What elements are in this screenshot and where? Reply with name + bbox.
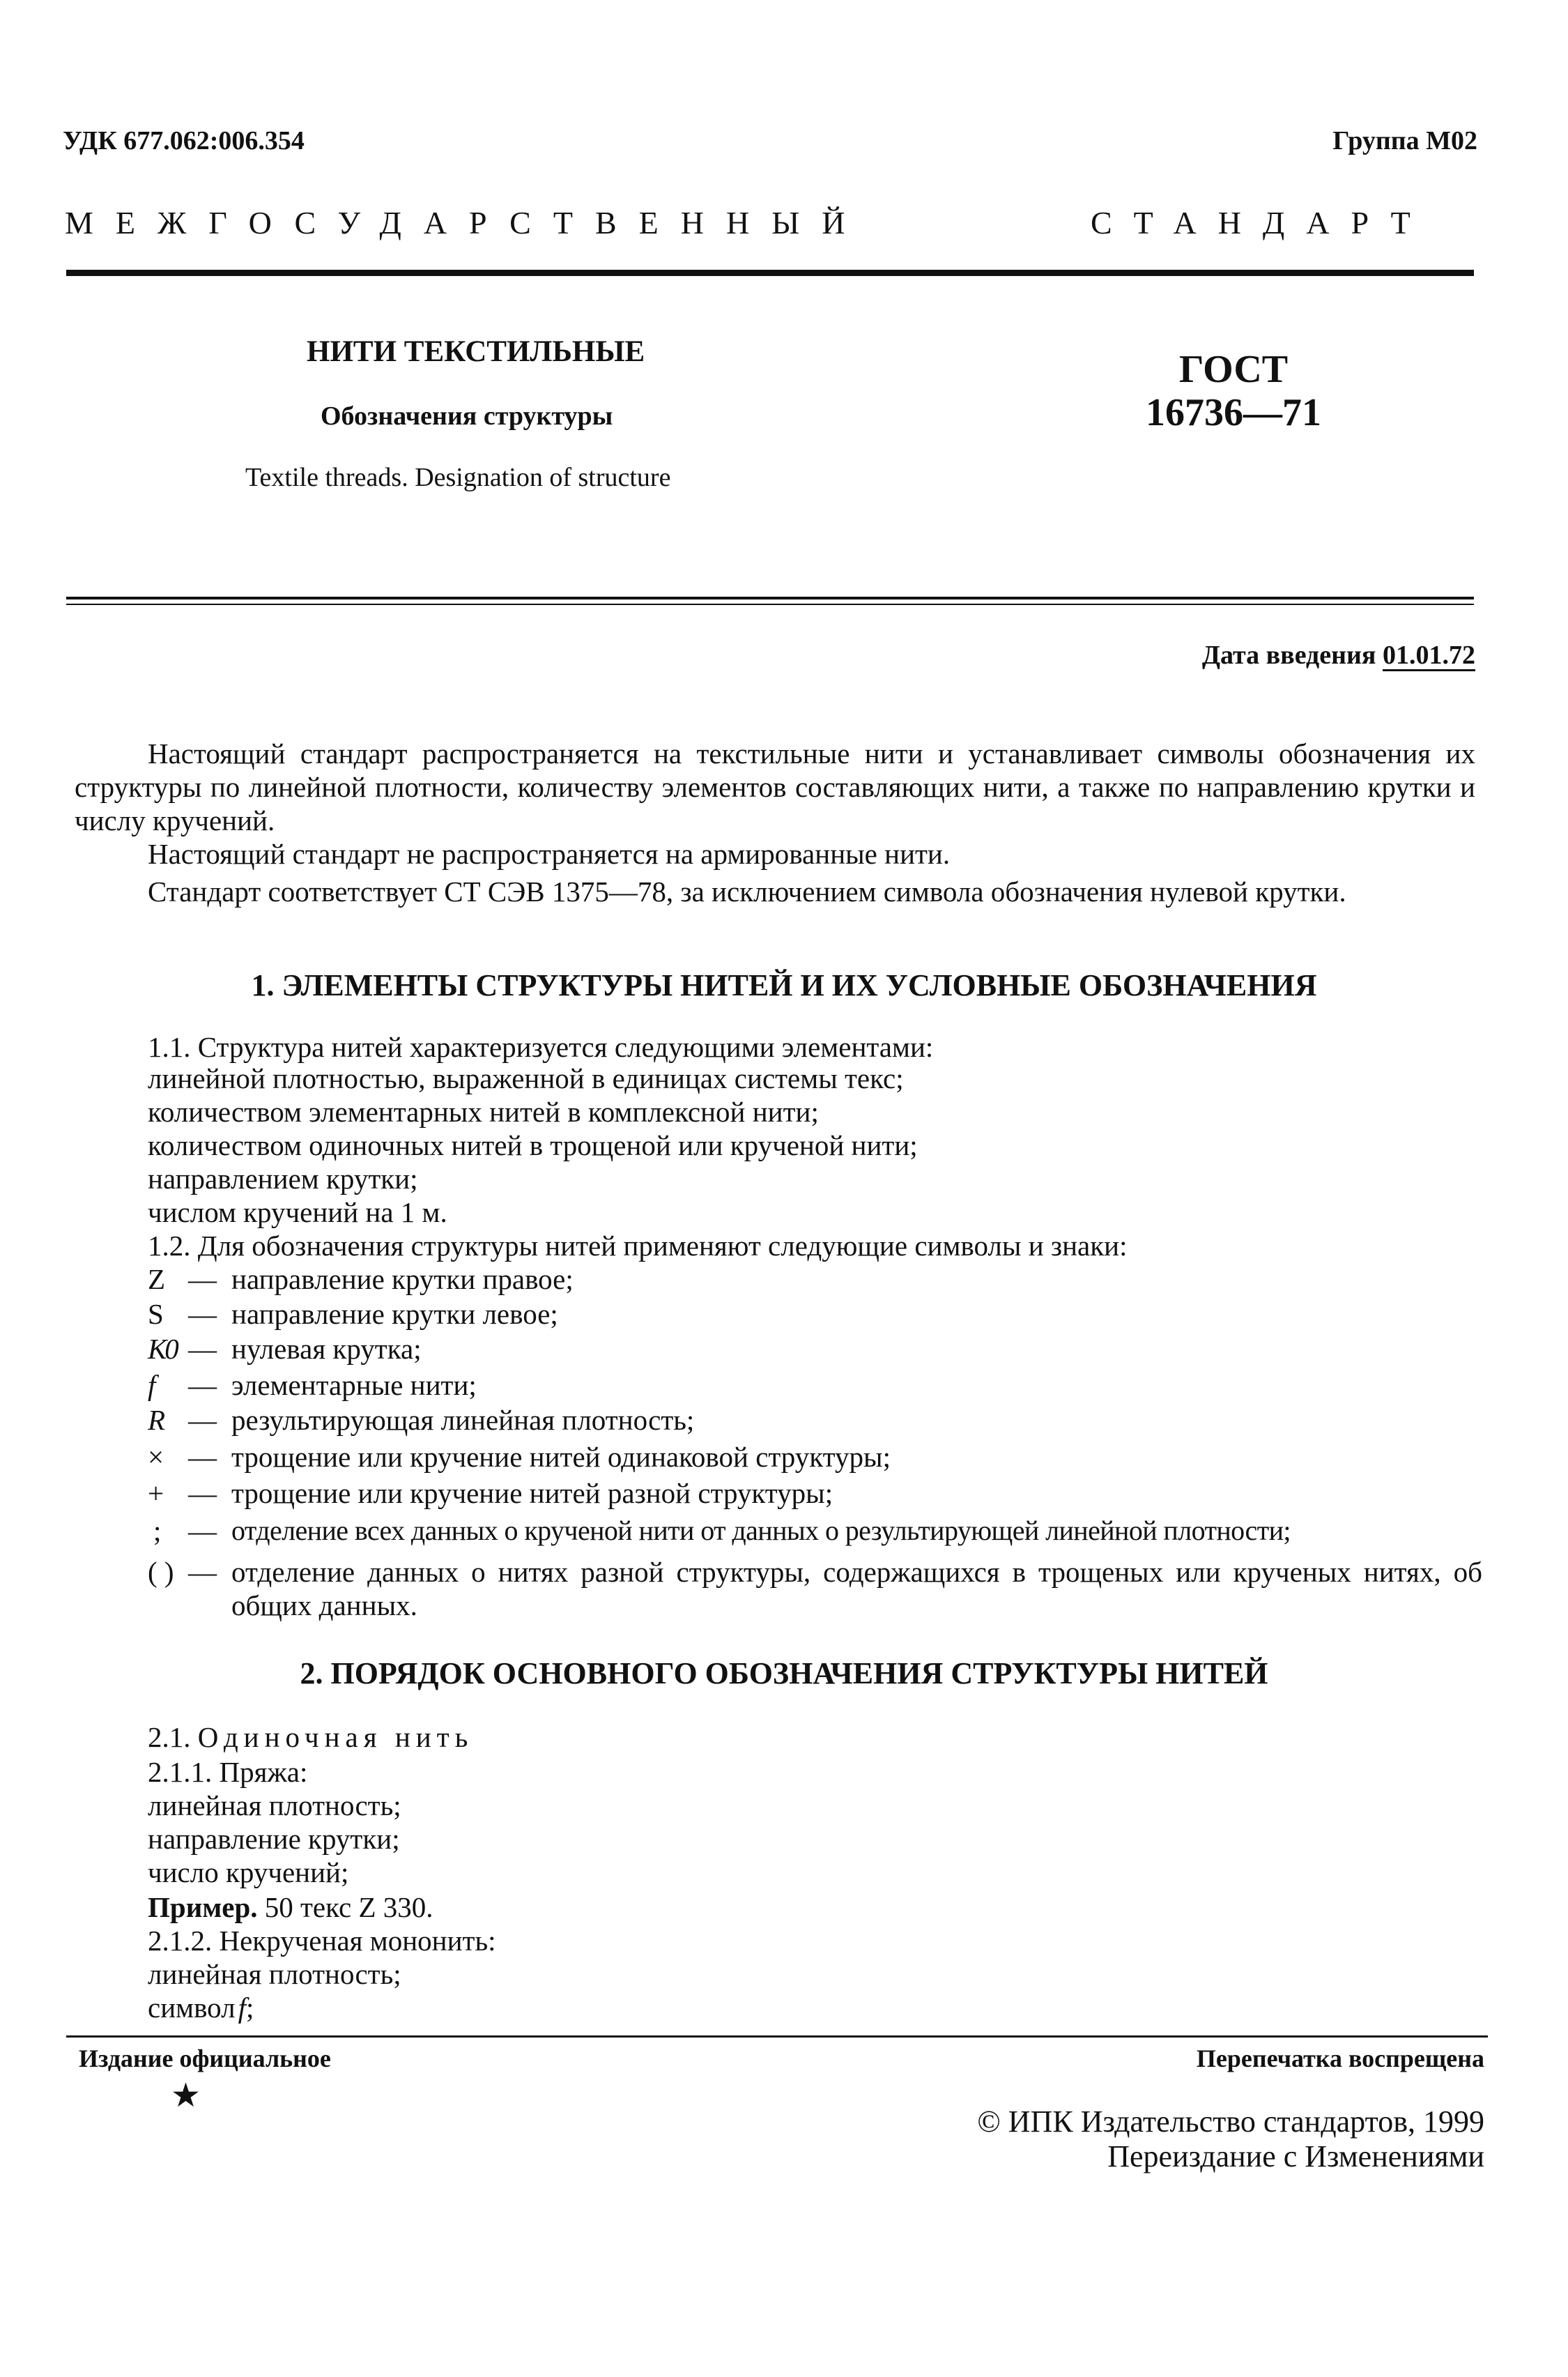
symbol-description: трощение или кручение нитей разной структуры; bbox=[231, 1477, 833, 1509]
symbol-f: f bbox=[148, 1369, 156, 1401]
symbol-dash: — bbox=[188, 1298, 217, 1330]
intro-paragraph-3: Стандарт соответствует СТ СЭВ 1375—78, за исключением символа обозначения нулевой крутки. bbox=[148, 876, 1346, 908]
symbol-dash: — bbox=[188, 1515, 217, 1547]
mono-item-text: символ bbox=[148, 1992, 236, 2024]
copyright: © ИПК Издательство стандартов, 1999 bbox=[977, 2104, 1484, 2139]
gost-number: 16736—71 bbox=[1146, 391, 1321, 434]
example bbox=[148, 1890, 433, 1924]
symbol-dash: — bbox=[188, 1263, 217, 1295]
clause-2-1-number: 2.1. bbox=[148, 1721, 191, 1753]
symbol-description: отделение данных о нитях разной структуры, содержащихся в трощеных или крученых нитях, об общих данных. bbox=[231, 1556, 1482, 1621]
reprint-prohibited: Перепечатка воспрещена bbox=[1196, 2044, 1484, 2072]
symbol-dash: — bbox=[188, 1441, 217, 1473]
symbol-dash: — bbox=[188, 1404, 217, 1436]
symbol-description: нулевая крутка; bbox=[231, 1333, 422, 1365]
symbol-r: R bbox=[148, 1404, 166, 1436]
symbol-description: отделение всех данных о крученой нити от данных о результирующей линейной плотности; bbox=[231, 1515, 1291, 1546]
symbol-dash: — bbox=[188, 1333, 217, 1365]
reissue-note: Переиздание с Изменениями bbox=[1107, 2139, 1484, 2173]
star-icon: ★ bbox=[171, 2077, 201, 2114]
element-item: количеством одиночных нитей в трощеной или крученой нити; bbox=[148, 1129, 918, 1161]
symbol-description: элементарные нити; bbox=[231, 1369, 477, 1401]
yarn-item: линейная плотность; bbox=[148, 1789, 401, 1821]
mono-item bbox=[148, 1991, 254, 2024]
element-item: направлением крутки; bbox=[148, 1163, 418, 1195]
symbol-dash: — bbox=[188, 1369, 217, 1401]
symbol-description: направление крутки левое; bbox=[231, 1298, 558, 1330]
intro-paragraph-1: Настоящий стандарт распространяется на текстильные нити и устанавливает символы обозначения их структуры по линейной плотности, количеству элементов составляющих нити, а также по направлению крутки и числу кручений. bbox=[75, 737, 1475, 836]
symbol-semicolon: ; bbox=[153, 1515, 162, 1547]
intro-paragraph-2: Настоящий стандарт не распространяется на армированные нити. bbox=[148, 838, 951, 870]
title-ru: НИТИ ТЕКСТИЛЬНЫЕ bbox=[307, 335, 645, 368]
clause-2-1 bbox=[148, 1720, 473, 1754]
example-label: Пример. bbox=[148, 1891, 258, 1923]
yarn-item: направление крутки; bbox=[148, 1823, 400, 1855]
intro-date-label: Дата введения bbox=[1201, 641, 1376, 670]
clause-2-1-title: Одиночная нить bbox=[197, 1721, 474, 1753]
symbol-z: Z bbox=[148, 1263, 166, 1295]
udc-code: УДК 677.062:006.354 bbox=[63, 126, 305, 155]
element-item: количеством элементарных нитей в комплексной нити; bbox=[148, 1096, 819, 1128]
clause-2-1-1: 2.1.1. Пряжа: bbox=[148, 1756, 308, 1788]
symbol-parentheses: ( ) bbox=[148, 1556, 174, 1588]
intro-date-value: 01.01.72 bbox=[1383, 641, 1475, 670]
symbol-k0: К0 bbox=[148, 1333, 177, 1365]
symbol-times: × bbox=[148, 1441, 164, 1473]
footer-rule bbox=[66, 2035, 1488, 2038]
title-en: Textile threads. Designation of structure bbox=[245, 463, 671, 492]
mono-symbol: f bbox=[238, 1992, 246, 2024]
element-item: числом кручений на 1 м. bbox=[148, 1196, 447, 1228]
clause-2-1-2: 2.1.2. Некрученая мононить: bbox=[148, 1925, 496, 1957]
element-item: линейной плотностью, выраженной в единицах системы текс; bbox=[148, 1062, 904, 1094]
subtitle-ru: Обозначения структуры bbox=[321, 402, 613, 431]
symbol-description: результирующая линейная плотность; bbox=[231, 1404, 695, 1436]
standard-label: СТАНДАРТ bbox=[1091, 205, 1432, 240]
title-double-rule-top bbox=[66, 597, 1474, 599]
interstate-label: МЕЖГОСУДАРСТВЕННЫЙ bbox=[65, 205, 868, 240]
official-edition: Издание официальное bbox=[79, 2044, 331, 2072]
header-thick-rule bbox=[66, 270, 1474, 276]
group-code: Группа М02 bbox=[1332, 126, 1477, 155]
mono-punct: ; bbox=[246, 1992, 254, 2024]
symbol-description: направление крутки правое; bbox=[231, 1263, 574, 1295]
symbol-description: трощение или кручение нитей одинаковой структуры; bbox=[231, 1441, 891, 1473]
symbol-plus: + bbox=[148, 1477, 164, 1509]
clause-1-1: 1.1. Структура нитей характеризуется следующими элементами: bbox=[148, 1031, 934, 1063]
gost-label: ГОСТ bbox=[1178, 348, 1289, 391]
mono-item: линейная плотность; bbox=[148, 1958, 401, 1990]
clause-1-2: 1.2. Для обозначения структуры нитей применяют следующие символы и знаки: bbox=[148, 1230, 1128, 1262]
section-2-heading: 2. ПОРЯДОК ОСНОВНОГО ОБОЗНАЧЕНИЯ СТРУКТУРЫ НИТЕЙ bbox=[300, 1656, 1268, 1690]
intro-date bbox=[1185, 640, 1475, 671]
yarn-item: число кручений; bbox=[148, 1856, 349, 1888]
symbol-s: S bbox=[148, 1298, 164, 1330]
symbol-dash: — bbox=[188, 1477, 217, 1509]
symbol-dash: — bbox=[188, 1556, 217, 1588]
example-text: 50 текс Z 330. bbox=[264, 1891, 433, 1923]
title-double-rule-bottom bbox=[66, 604, 1474, 605]
section-1-heading: 1. ЭЛЕМЕНТЫ СТРУКТУРЫ НИТЕЙ И ИХ УСЛОВНЫЕ ОБОЗНАЧЕНИЯ bbox=[251, 968, 1317, 1002]
